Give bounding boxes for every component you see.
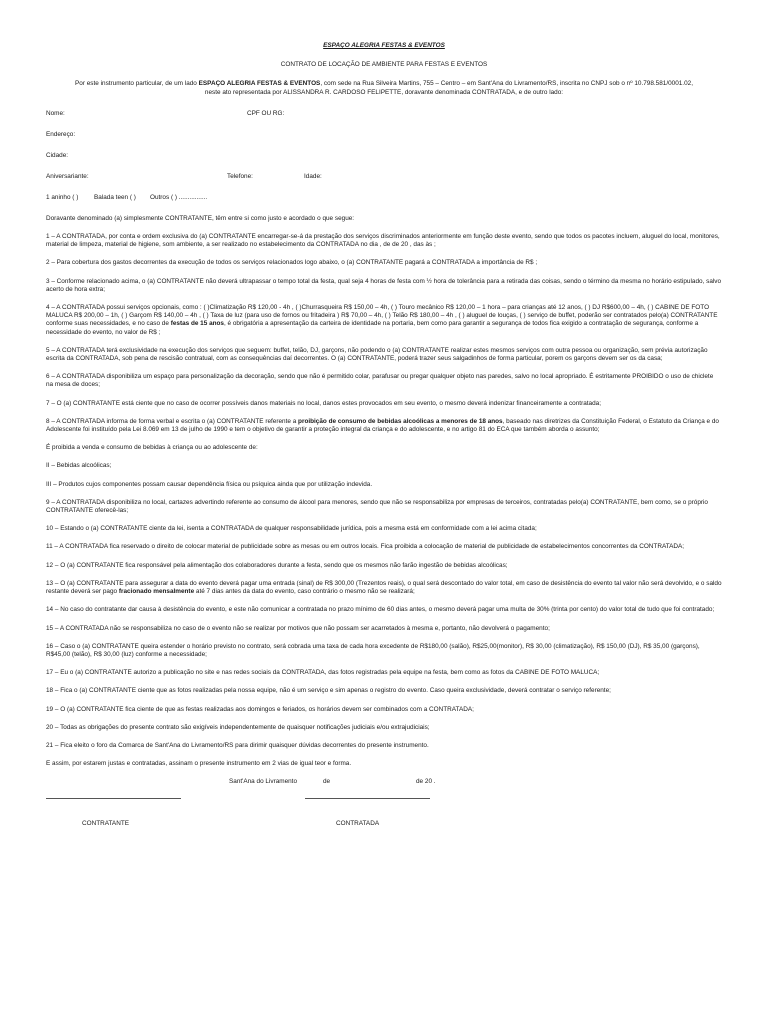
field-telefone: Telefone:: [227, 172, 253, 180]
place-de: de: [323, 778, 331, 786]
contract-page: [46, 42, 722, 838]
signature-label-contratante: CONTRATANTE: [82, 820, 129, 828]
clause-8-bold: proibição de consumo de bebidas alcoólicas a menores de 18 anos: [298, 417, 503, 425]
clause-21: 21 – Fica eleito o foro da Comarca de Sant'Ana do Livramento/RS para dirimir quaisquer dúvidas decorrentes do presente instrumento.: [46, 741, 429, 749]
field-row-nome: [46, 110, 722, 118]
clause-6: 6 – A CONTRATADA disponibiliza um espaço para personalização da decoração, sendo que não é permitido colar, parafusar ou pregar qualquer objeto nas paredes, salvo no local apropriado. É estritamente PROIBIDO o uso de chiclete na mesa de doces;: [46, 373, 714, 389]
preamble: Doravante denominado (a) simplesmente CONTRATANTE, têm entre si como justo e acordado o que segue:: [46, 214, 355, 222]
clause-13-text-c: até 7 dias antes da data do evento, caso contrário o mesmo não se realizará;: [194, 588, 415, 596]
clause-4-text-c: , é obrigatória a apresentação da carteira de identidade na portaria, bem como para garantir a segurança de todos fica exigido a contratação de segurança, conforme a necessidade do evento, no valor de R$ ;: [46, 320, 699, 336]
option-outros: Outros ( ) ................: [150, 193, 208, 201]
signature-label-contratada: CONTRATADA: [336, 820, 380, 828]
intro-text-3: neste ato representada por ALISSANDRA R. CARDOSO FELIPETTE, doravante denominada CONTRATADA, e de outro lado:: [204, 88, 564, 96]
clause-1: 1 – A CONTRATADA, por conta e ordem exclusiva do (a) CONTRATANTE encarregar-se-á da prestação dos serviços discriminados anteriormente em função deste evento, sendo que todos os pacotes incluem, aluguel do local, monitores, material de limpeza, material de higiene, som ambiente, a ser realizado no estabelecimento da CONTRATADA no dia , de de 20 , das às ;: [46, 233, 720, 249]
clause-12: 12 – O (a) CONTRATANTE fica responsável pela alimentação dos colaboradores durante a festa, sendo que os mesmos não farão ingestão de bebidas alcoólicas;: [46, 561, 508, 569]
clause-11: 11 – A CONTRATADA fica reservado o direito de colocar material de publicidade sobre as mesas ou em outros locais. Fica proibida a colocação de material de publicidade de estabelecimentos concorrentes da CONTRATADA;: [46, 543, 685, 551]
clause-20: 20 – Todas as obrigações do presente contrato são exigíveis independentemente de quaisquer notificações judiciais e/ou extrajudiciais;: [46, 723, 430, 731]
clause-13-bold: fracionado mensalmente: [118, 588, 195, 596]
place-date-line: [46, 778, 722, 788]
document-title: ESPAÇO ALEGRIA FESTAS & EVENTOS: [323, 42, 445, 49]
clause-13: [46, 580, 722, 596]
clause-16: 16 – Caso o (a) CONTRATANTE queira estender o horário previsto no contrato, será cobrada uma taxa de cada hora excedente de R$180,00 (salão), R$25,00(monitor), R$ 30,00 (climatização), R$ 150,00 (DJ), R$ 35,00 (garçons), R$45,00 (telão), R$ 30,00 (luz) conforme a necessidade;: [46, 642, 700, 658]
field-row-endereco: [46, 131, 722, 139]
clause-8-text-a: 8 – A CONTRATADA informa de forma verbal e escrita o (a) CONTRATANTE referente a: [46, 417, 299, 425]
option-aninho: 1 aninho ( ): [46, 193, 79, 201]
option-balada-teen: Balada teen ( ): [94, 193, 136, 201]
intro-paragraph: [46, 80, 722, 96]
field-aniversariante: Aniversariante:: [46, 172, 89, 180]
field-idade: Idade:: [304, 172, 322, 180]
closing-paragraph: E assim, por estarem justas e contratadas, assinam o presente instrumento em 2 vias de igual teor e forma.: [46, 760, 352, 768]
intro-text-2: , com sede na Rua Silveira Martins, 755 – Centro – em Sant'Ana do Livramento/RS, inscrita no CNPJ sob o nº 10.798.581/0001.02,: [320, 80, 693, 88]
clause-3: 3 – Conforme relacionado acima, o (a) CONTRATANTE não deverá ultrapassar o tempo total da festa, qual seja 4 horas de festa com ½ hora de tolerância para a retirada das coisas, sendo o término da mesma no horário estipulado, salvo acerto de hora extra;: [46, 277, 722, 293]
clause-9: 9 – A CONTRATADA disponibiliza no local, cartazes advertindo referente ao consumo de álcool para menores, sendo que não se responsabiliza por empresas de terceiros, contratadas pelo(a) CONTRATANTE, bem como, se o próprio CONTRATANTE oferecê-las;: [46, 498, 708, 515]
clause-8-text-c: , baseado nas diretrizes da Constituição Federal, o Estatuto da Criança e do Adolescente foi instituído pela Lei 8.069 em 13 de julho de 1990 e tem o objetivo de garantir a proteção integral da criança e do adolescente, e no artigo 81 do ECA que também aborda o assunto;: [46, 417, 719, 434]
field-row-aniversariante: [46, 173, 722, 181]
paragraph-proibida: É proibida a venda e consumo de bebidas à criança ou ao adolescente de:: [46, 444, 258, 452]
signature-line-contratante: [46, 798, 181, 799]
field-row-cidade: [46, 152, 722, 160]
clause-15: 15 – A CONTRATADA não se responsabiliza no caso de o evento não se realizar por motivos que não possam ser acarretados à mesma e, portanto, não devolverá o pagamento;: [46, 624, 550, 632]
clause-2: 2 – Para cobertura dos gastos decorrentes da execução de todos os serviços relacionados logo abaixo, o (a) CONTRATANTE pagará a CONTRATADA a importância de R$ ;: [46, 259, 538, 267]
clause-19: 19 – O (a) CONTRATANTE fica ciente de que as festas realizadas aos domingos e feriados, os horários devem ser combinados com a CONTRATADA;: [46, 705, 474, 713]
signature-line-contratada: [305, 798, 430, 799]
clause-8: [46, 418, 722, 434]
paragraph-item-ii: II – Bebidas alcoólicas;: [46, 462, 112, 470]
place-year: de 20 .: [416, 778, 436, 786]
place-city: Sant'Ana do Livramento: [229, 778, 298, 786]
clause-14: 14 – No caso do contratante dar causa à desistência do evento, e este não comunicar a contratada no prazo mínimo de 60 dias antes, o mesmo deverá pagar uma multa de 30% (trinta por cento) do valor total de tudo que foi contratado;: [46, 606, 715, 614]
signature-area: [46, 798, 722, 838]
clause-13-text-a: 13 – O (a) CONTRATANTE para assegurar a data do evento deverá pagar uma entrada (sinal) de R$ 300,00 (Trezentos reais), o qual será descontado do valor total, em caso de desistência do evento tal valor não será devolvido, e o saldo restante deverá ser pago: [46, 579, 722, 596]
clause-18: 18 – Fica o (a) CONTRATANTE ciente que as fotos realizadas pela nossa equipe, não é um serviço e sim apenas o registro do evento. Caso queira exclusividade, deverá contratar o serviço referente;: [46, 687, 611, 695]
clause-5: 5 – A CONTRATADA terá exclusividade na execução dos serviços que seguem: buffet, telão, DJ, garçons, não podendo o (a) CONTRATANTE realizar estes mesmos serviços com outra pessoa ou organização, sem prévia autorização escrita da CONTRATADA, sob pena de rescisão contratual, com as consequências daí decorrentes. O (a) CONTRATANTE, poderá trazer seus salgadinhos de forma particular, porem os garçons devem ser os da casa;: [46, 346, 708, 363]
document-subtitle: CONTRATO DE LOCAÇÃO DE AMBIENTE PARA FESTAS E EVENTOS: [280, 61, 488, 69]
option-row: [46, 194, 722, 202]
intro-text-1: Por este instrumento particular, de um lado: [75, 80, 199, 88]
field-cpf: CPF OU RG:: [247, 109, 285, 117]
field-cidade: Cidade:: [46, 151, 69, 159]
intro-company-name: ESPAÇO ALEGRIA FESTAS & EVENTOS: [198, 80, 321, 88]
paragraph-item-iii: III – Produtos cujos componentes possam causar dependência física ou psíquica ainda que por utilização indevida.: [46, 480, 373, 488]
field-nome: Nome:: [46, 109, 65, 117]
clause-4-bold: festas de 15 anos: [170, 320, 224, 328]
field-endereco: Endereço:: [46, 130, 76, 138]
clause-4-text-a: 4 – A CONTRATADA possui serviços opcionais, como : ( )Climatização R$ 120,00 - 4h , ( )Churrasqueira R$ 150,00 – 4h, ( ) Touro mecânico R$ 120,00 – 1 hora – para crianças até 12 anos, ( ) DJ R$600,00 – 4h, ( ) CABINE DE FOTO MALUCA R$ 200,00 – 1h, ( ) Garçom R$ 140,00 – 4h , ( ) Taxa de luz (para uso de fornos ou fritadeira ) R$ 70,00 – 4h, ( ) Telão R$ 180,00 – 4h , ( ) aluguel de louças, ( ) serviço de buffet, poderão ser contratados pelo(a) CONTRATANTE conforme suas necessidades, e no caso de: [46, 304, 718, 328]
clause-7: 7 – O (a) CONTRATANTE está ciente que no caso de ocorrer possíveis danos materiais no local, danos estes provocados em seu evento, o mesmo deverá indenizar financeiramente a contratada;: [46, 399, 601, 407]
clause-10: 10 – Estando o (a) CONTRATANTE ciente da lei, isenta a CONTRATADA de qualquer responsabilidade jurídica, pois a mesma está em conformidade com a lei acima citada;: [46, 525, 537, 533]
clause-17: 17 – Eu o (a) CONTRATANTE autorizo a publicação no site e nas redes sociais da CONTRATADA, das fotos registradas pela equipe na festa, bem como as fotos da CABINE DE FOTO MALUCA;: [46, 669, 600, 677]
clause-4: [46, 304, 722, 337]
